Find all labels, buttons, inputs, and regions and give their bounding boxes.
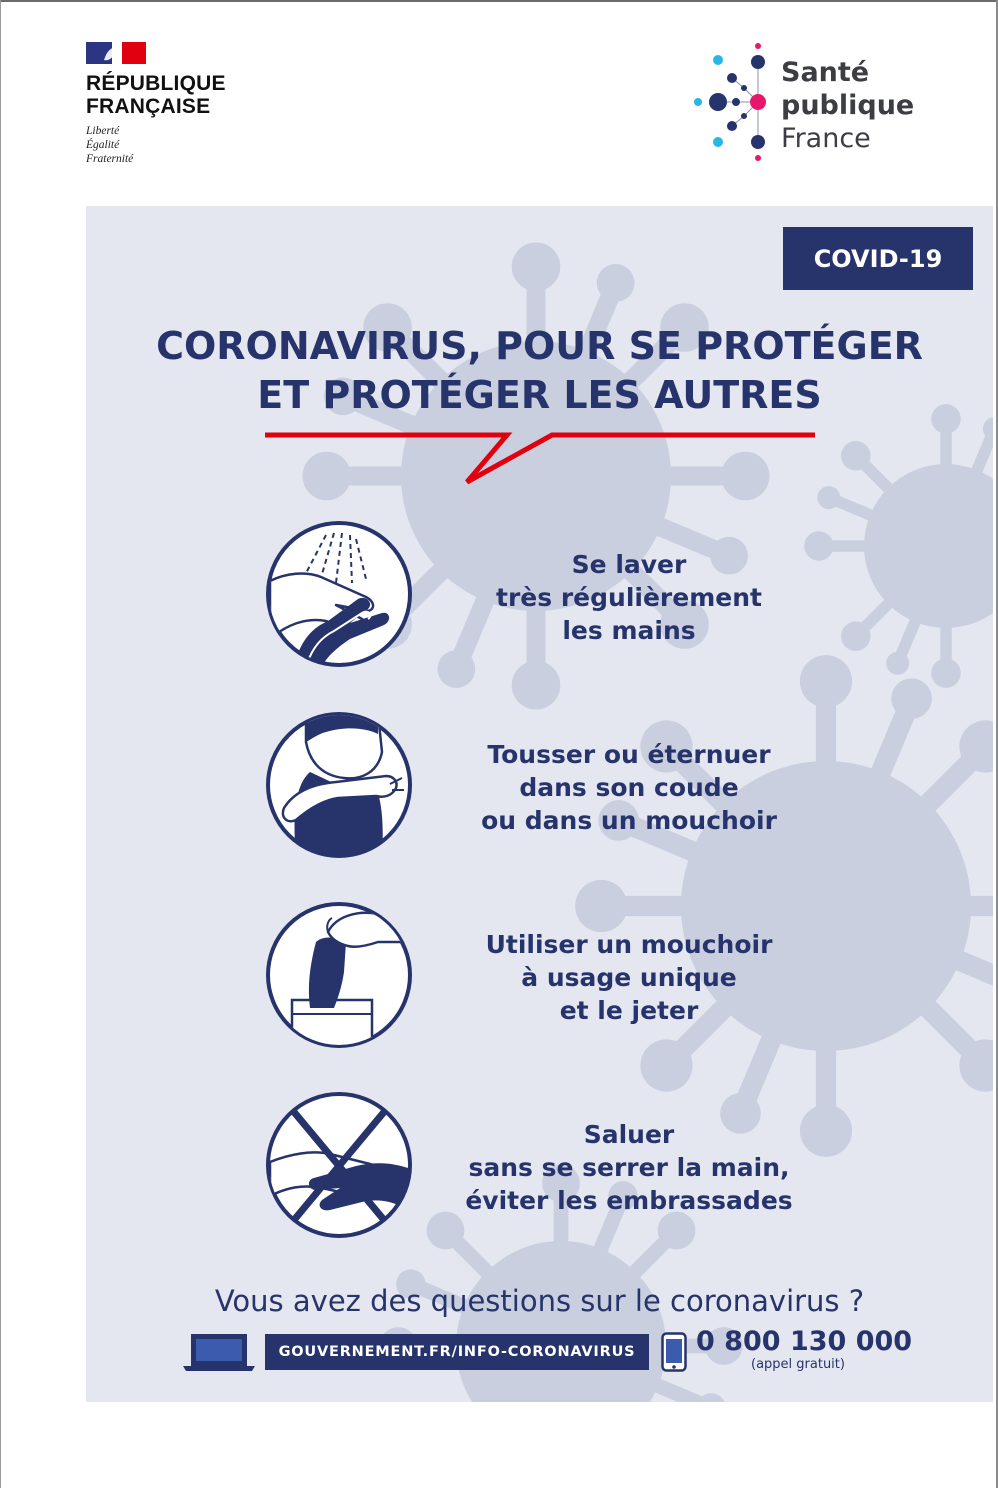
speech-bubble-underline — [262, 428, 822, 488]
advice-3-line-3: et le jeter — [559, 996, 699, 1025]
republique-line-2: FRANÇAISE — [86, 95, 211, 118]
left-border — [0, 0, 1, 1488]
spf-line-sante: Santé — [781, 57, 870, 88]
hotline-note: (appel gratuit) — [751, 1357, 845, 1372]
cough-into-elbow-icon — [266, 712, 412, 858]
advice-4-text — [429, 1118, 829, 1217]
spf-line-france: France — [781, 123, 871, 154]
laptop-icon — [182, 1334, 256, 1372]
headline-line-1: CORONAVIRUS, POUR SE PROTÉGER — [156, 324, 923, 368]
motto-liberte: Liberté — [86, 125, 120, 137]
advice-3-line-2: à usage unique — [521, 963, 737, 992]
advice-1-line-3: les mains — [562, 616, 696, 645]
top-border — [0, 0, 998, 2]
advice-2-line-3: ou dans un mouchoir — [481, 806, 777, 835]
hand-washing-icon — [266, 521, 412, 667]
info-coronavirus-link[interactable]: GOUVERNEMENT.FR/INFO-CORONAVIRUS — [265, 1334, 649, 1370]
hotline-number[interactable]: 0 800 130 000 — [696, 1326, 913, 1357]
advice-1-line-2: très régulièrement — [496, 583, 762, 612]
advice-2-text — [429, 738, 829, 837]
motto-fraternite: Fraternité — [86, 153, 134, 165]
sante-publique-france-wordmark — [781, 56, 914, 155]
republique-line-1: RÉPUBLIQUE — [86, 72, 226, 95]
covid-19-badge: COVID-19 — [783, 227, 973, 290]
phone-icon — [661, 1332, 687, 1372]
advice-1-text — [429, 548, 829, 647]
poster-panel — [86, 206, 993, 1402]
sante-publique-france-logo-icon — [690, 40, 790, 164]
spf-line-publique: publique — [781, 90, 915, 121]
advice-4-line-3: éviter les embrassades — [465, 1186, 793, 1215]
advice-2-line-2: dans son coude — [519, 773, 739, 802]
no-handshake-icon — [266, 1092, 412, 1238]
advice-4-line-2: sans se serrer la main, — [468, 1153, 790, 1182]
advice-1-line-1: Se laver — [571, 550, 687, 579]
marianne-flag-icon — [86, 42, 146, 64]
headline-line-2: ET PROTÉGER LES AUTRES — [257, 373, 822, 417]
poster-headline — [86, 322, 993, 420]
republique-francaise-logo — [86, 42, 226, 166]
republique-motto — [86, 124, 226, 166]
advice-3-line-1: Utiliser un mouchoir — [485, 930, 773, 959]
advice-4-line-1: Saluer — [583, 1120, 675, 1149]
advice-3-text — [429, 928, 829, 1027]
tissue-bin-icon — [266, 902, 412, 1048]
questions-heading: Vous avez des questions sur le coronavirus ? — [214, 1284, 865, 1318]
motto-egalite: Égalité — [86, 139, 120, 151]
republique-title — [86, 72, 226, 118]
advice-2-line-1: Tousser ou éternuer — [487, 740, 771, 769]
